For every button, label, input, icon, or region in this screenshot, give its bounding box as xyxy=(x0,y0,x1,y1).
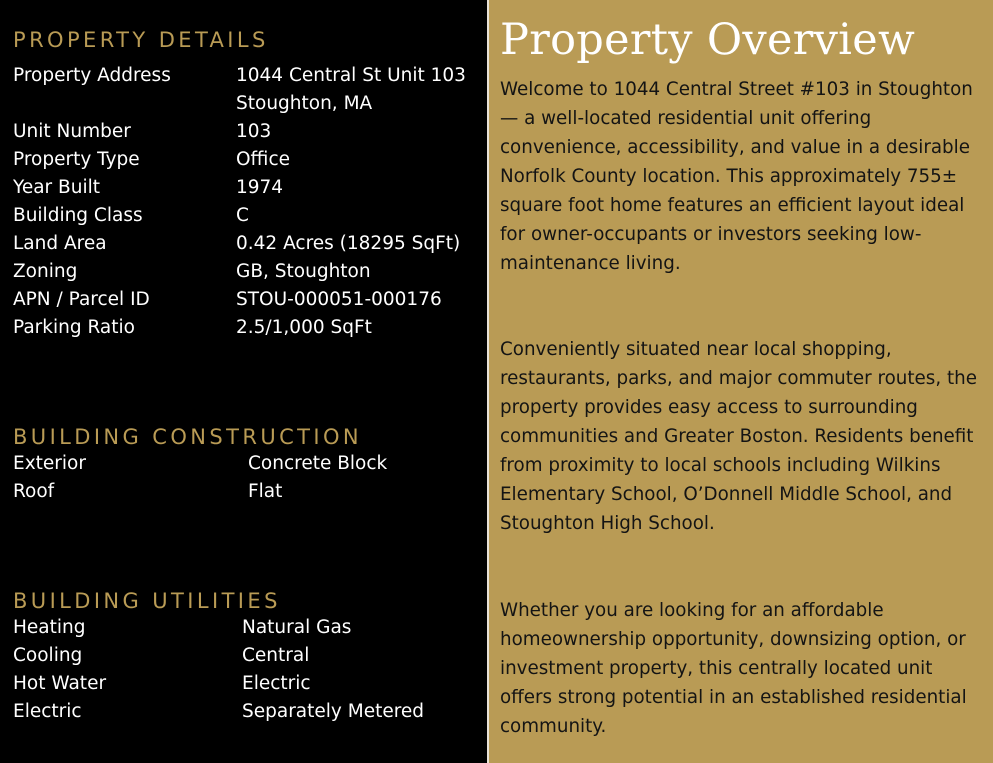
utility-label: Heating xyxy=(13,617,86,638)
property-details-heading: PROPERTY DETAILS xyxy=(13,28,269,52)
detail-value: Office xyxy=(236,149,291,170)
detail-label: Building Class xyxy=(13,205,143,226)
utility-value: Natural Gas xyxy=(242,617,352,638)
overview-title: Property Overview xyxy=(500,15,916,65)
detail-label: Property Address xyxy=(13,65,171,86)
overview-paragraph-2: Conveniently situated near local shopping, restaurants, parks, and major commuter routes, the property provides easy access to surrounding communities and Greater Boston. Residents benefit from proximity to local schools including Wilkins Elementary School, O’Donnell Middle School, and Stoughton High School. xyxy=(500,339,977,534)
detail-value: 103 xyxy=(236,121,272,142)
building-construction-heading: BUILDING CONSTRUCTION xyxy=(13,425,363,449)
detail-value: STOU-000051-000176 xyxy=(236,289,442,310)
detail-label: APN / Parcel ID xyxy=(13,289,150,310)
construction-label: Roof xyxy=(13,481,55,502)
utility-value: Electric xyxy=(242,673,311,694)
construction-value: Concrete Block xyxy=(248,453,388,474)
detail-value: 1974 xyxy=(236,177,284,198)
detail-label: Zoning xyxy=(13,261,78,282)
construction-value: Flat xyxy=(248,481,283,502)
detail-value: Stoughton, MA xyxy=(236,93,373,114)
building-utilities-heading: BUILDING UTILITIES xyxy=(13,589,281,613)
detail-value: 1044 Central St Unit 103 xyxy=(236,65,466,86)
overview-paragraph-1: Welcome to 1044 Central Street #103 in Stoughton — a well-located residential unit offering convenience, accessibility, and value in a desirable Norfolk County location. This approximately 755± square foot home features an efficient layout ideal for owner-occupants or investors seeking low-maintenance living. xyxy=(500,79,973,274)
detail-value: C xyxy=(236,205,249,226)
utility-label: Cooling xyxy=(13,645,83,666)
detail-value: 2.5/1,000 SqFt xyxy=(236,317,372,338)
detail-label: Property Type xyxy=(13,149,140,170)
detail-value: 0.42 Acres (18295 SqFt) xyxy=(236,233,461,254)
construction-label: Exterior xyxy=(13,453,86,474)
utility-value: Separately Metered xyxy=(242,701,425,722)
utility-label: Hot Water xyxy=(13,673,107,694)
detail-label: Unit Number xyxy=(13,121,131,142)
details-panel xyxy=(0,0,487,763)
detail-label: Land Area xyxy=(13,233,107,254)
detail-value: GB, Stoughton xyxy=(236,261,371,282)
utility-label: Electric xyxy=(13,701,82,722)
detail-label: Parking Ratio xyxy=(13,317,135,338)
detail-label: Year Built xyxy=(13,177,100,198)
overview-paragraph-3: Whether you are looking for an affordable homeownership opportunity, downsizing option, or investment property, this centrally located unit offers strong potential in an established residential community. xyxy=(500,600,967,737)
utility-value: Central xyxy=(242,645,310,666)
overview-panel xyxy=(489,0,993,763)
